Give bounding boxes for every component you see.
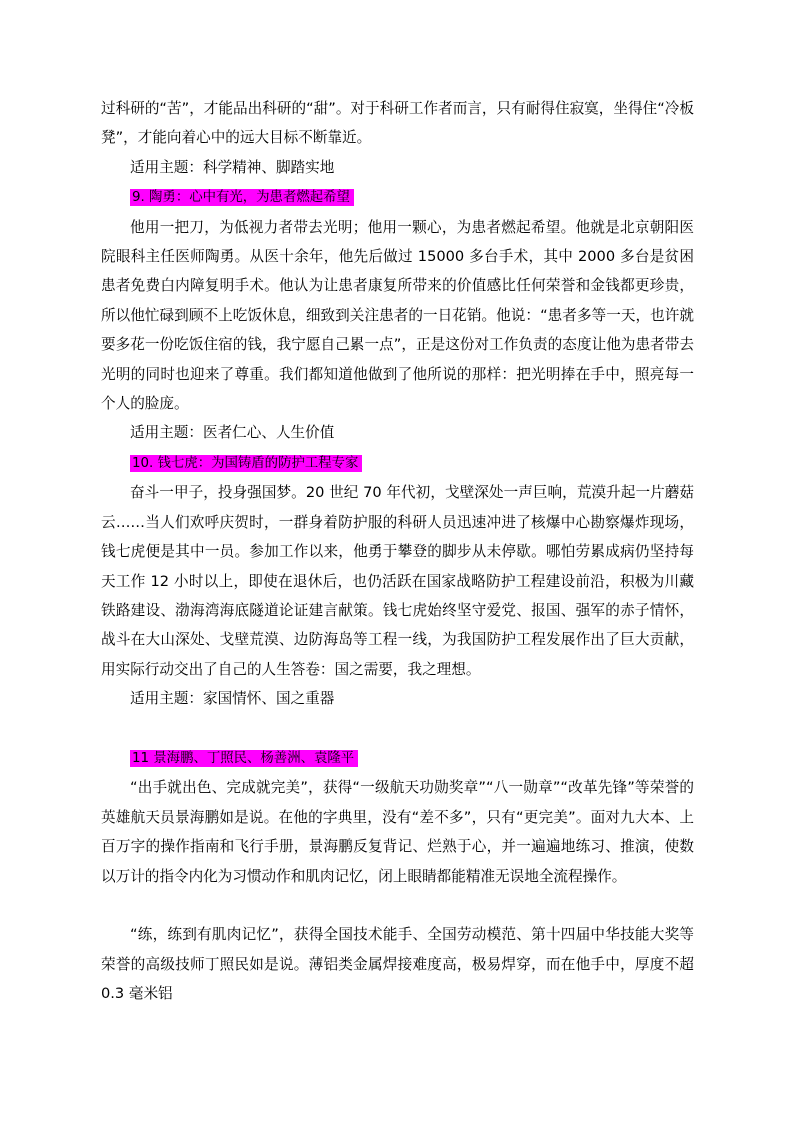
theme-line: 适用主题：家国情怀、国之重器 <box>130 690 335 708</box>
body-paragraph: “出手就出色、完成就完美”，获得“一级航天功勋奖章”“八一勋章”“改革先锋”等荣誉的英雄航天员景海鹏如是说。在他的字典里，没有“差不多”，只有“更完美”。面对九大本、上百万字的操作指南和飞行手册，景海鹏反复背记、烂熟于心，并一遍遍地练习、推演，使数以万计的指令内化为习惯动作和肌肉记忆，闭上眼睛都能精准无误地全流程操作。 <box>101 779 694 885</box>
theme-line: 适用主题：医者仁心、人生价值 <box>130 424 335 442</box>
highlighted-heading: 9. 陶勇：心中有光，为患者燃起希望 <box>130 189 354 206</box>
highlighted-heading: 10. 钱七虎：为国铸盾的防护工程专家 <box>130 455 362 472</box>
blank-line <box>101 714 694 743</box>
body-paragraph: 他用一把刀，为低视力者带去光明；他用一颗心，为患者燃起希望。他就是北京朝阳医院眼科主任医师陶勇。从医十余年，他先后做过 15000 多台手术，其中 2000 多台是贫困患者免费白内障复明手术。他认为让患者康复所带来的价值感比任何荣誉和金钱都更珍贵，所以他忙碌到顾不上吃饭休息，细致到关注患者的一日花销。他说：“患者多等一天，也许就要多花一份吃饭住宿的钱，我宁愿自己累一点”，正是这份对工作负责的态度让他为患者带去光明的同时也迎来了尊重。我们都知道他做到了他所说的那样：把光明捧在手中，照亮每一个人的脸庞。 <box>101 218 694 413</box>
theme-line: 适用主题：科学精神、脚踏实地 <box>130 158 335 176</box>
body-paragraph: 奋斗一甲子，投身强国梦。20 世纪 70 年代初，戈壁深处一声巨响，荒漠升起一片蘑菇云……当人们欢呼庆贺时，一群身着防护服的科研人员迅速冲进了核爆中心勘察爆炸现场，钱七虎便是其中一员。参加工作以来，他勇于攀登的脚步从未停歇。哪怕劳累成病仍坚持每天工作 12 小时以上，即使在退休后，也仍活跃在国家战略防护工程建设前沿，积极为川藏铁路建设、渤海湾海底隧道论证建言献策。钱七虎始终坚守爱党、报国、强军的赤子情怀，战斗在大山深处、戈壁荒漠、边防海岛等工程一线，为我国防护工程发展作出了巨大贡献，用实际行动交出了自己的人生答卷：国之需要，我之理想。 <box>101 484 694 678</box>
blank-line <box>101 891 694 920</box>
body-paragraph: 过科研的“苦”，才能品出科研的“甜”。对于科研工作者而言，只有耐得住寂寞，坐得住“冷板凳”，才能向着心中的远大目标不断靠近。 <box>101 100 694 147</box>
highlighted-heading: 11 景海鹏、丁照民、杨善洲、袁隆平 <box>130 750 358 767</box>
section-heading-10 <box>101 448 694 478</box>
body-paragraph: “练，练到有肌肉记忆”，获得全国技术能手、全国劳动模范、第十四届中华技能大奖等荣誉的高级技师丁照民如是说。薄铝类金属焊接难度高，极易焊穿，而在他手中，厚度不超 0.3 毫米铝 <box>101 926 694 1003</box>
section-heading-9 <box>101 182 694 212</box>
section-heading-11 <box>101 743 694 773</box>
